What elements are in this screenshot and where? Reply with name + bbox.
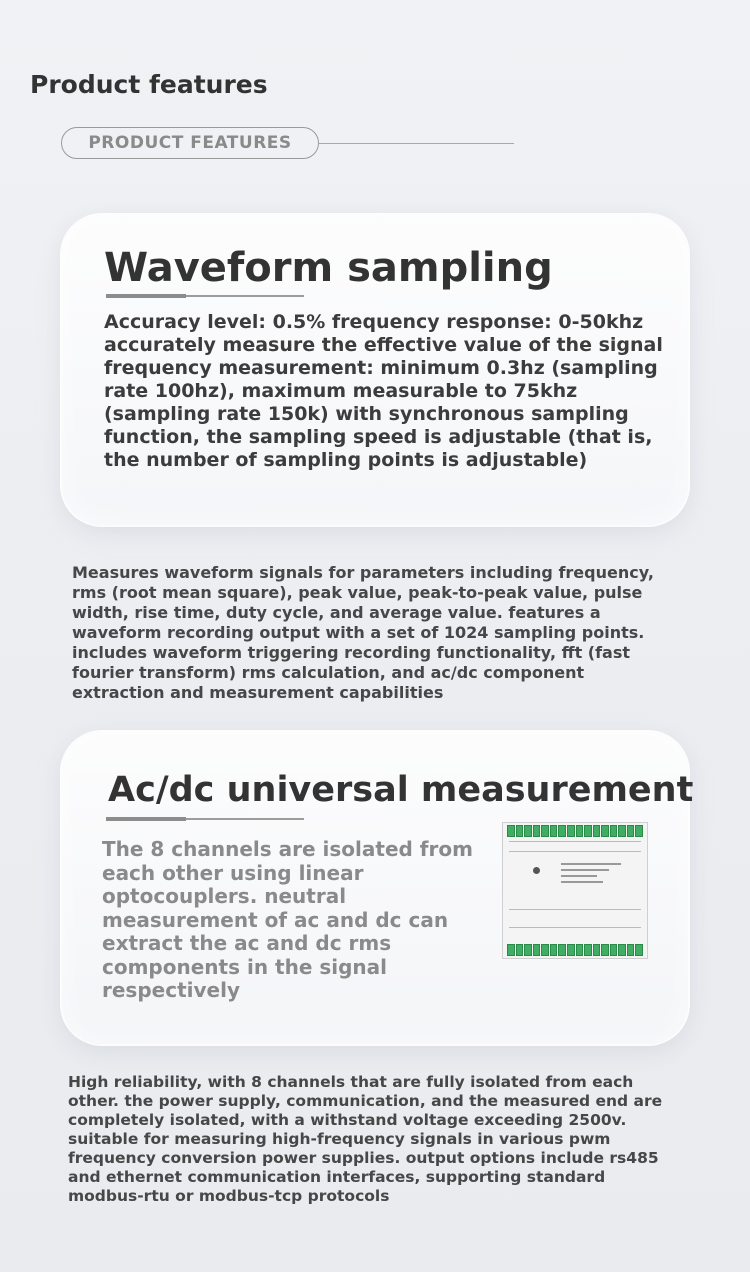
waveform-details-paragraph: Measures waveform signals for parameters including frequency, rms (root mean square), peak value, peak-to-peak value, pulse width, rise time, duty cycle, and average value. features a waveform recording output with a set of 1024 sampling points. includes waveform triggering recording functionality, fft (fast fourier transform) rms calculation, and ac/dc component extraction and measurement capabilities	[72, 563, 654, 702]
acdc-measurement-card	[62, 732, 694, 1044]
pill-divider	[319, 143, 514, 144]
device-module-image	[502, 822, 648, 959]
page-title: Product features	[30, 70, 268, 99]
card-title: Waveform sampling	[104, 245, 553, 291]
device-label	[561, 863, 621, 891]
top-terminal-block	[507, 825, 643, 837]
waveform-sampling-card	[62, 215, 688, 525]
card-description: The 8 channels are isolated from each other using linear optocouplers. neutral measurement of ac and dc can extract the ac and dc rms components in the signal respectively	[102, 837, 473, 1002]
section-pill: PRODUCT FEATURES	[61, 127, 319, 159]
status-led-icon	[533, 867, 540, 874]
reliability-paragraph: High reliability, with 8 channels that are fully isolated from each other. the power supply, communication, and the measured end are completely isolated, with a withstand voltage exceeding 2500v. suitable for measuring high-frequency signals in various pwm frequency conversion power supplies. output options include rs485 and ethernet communication interfaces, supporting standard modbus-rtu or modbus-tcp protocols	[68, 1073, 663, 1205]
bottom-terminal-block	[507, 944, 643, 956]
card-description: Accuracy level: 0.5% frequency response: 0-50khz accurately measure the effective value of the signal frequency measurement: minimum 0.3hz (sampling rate 100hz), maximum measurable to 75khz (sampling rate 150k) with synchronous sampling function, the sampling speed is adjustable (that is, the number of sampling points is adjustable)	[104, 311, 663, 471]
card-title: Ac/dc universal measurement	[108, 770, 694, 810]
